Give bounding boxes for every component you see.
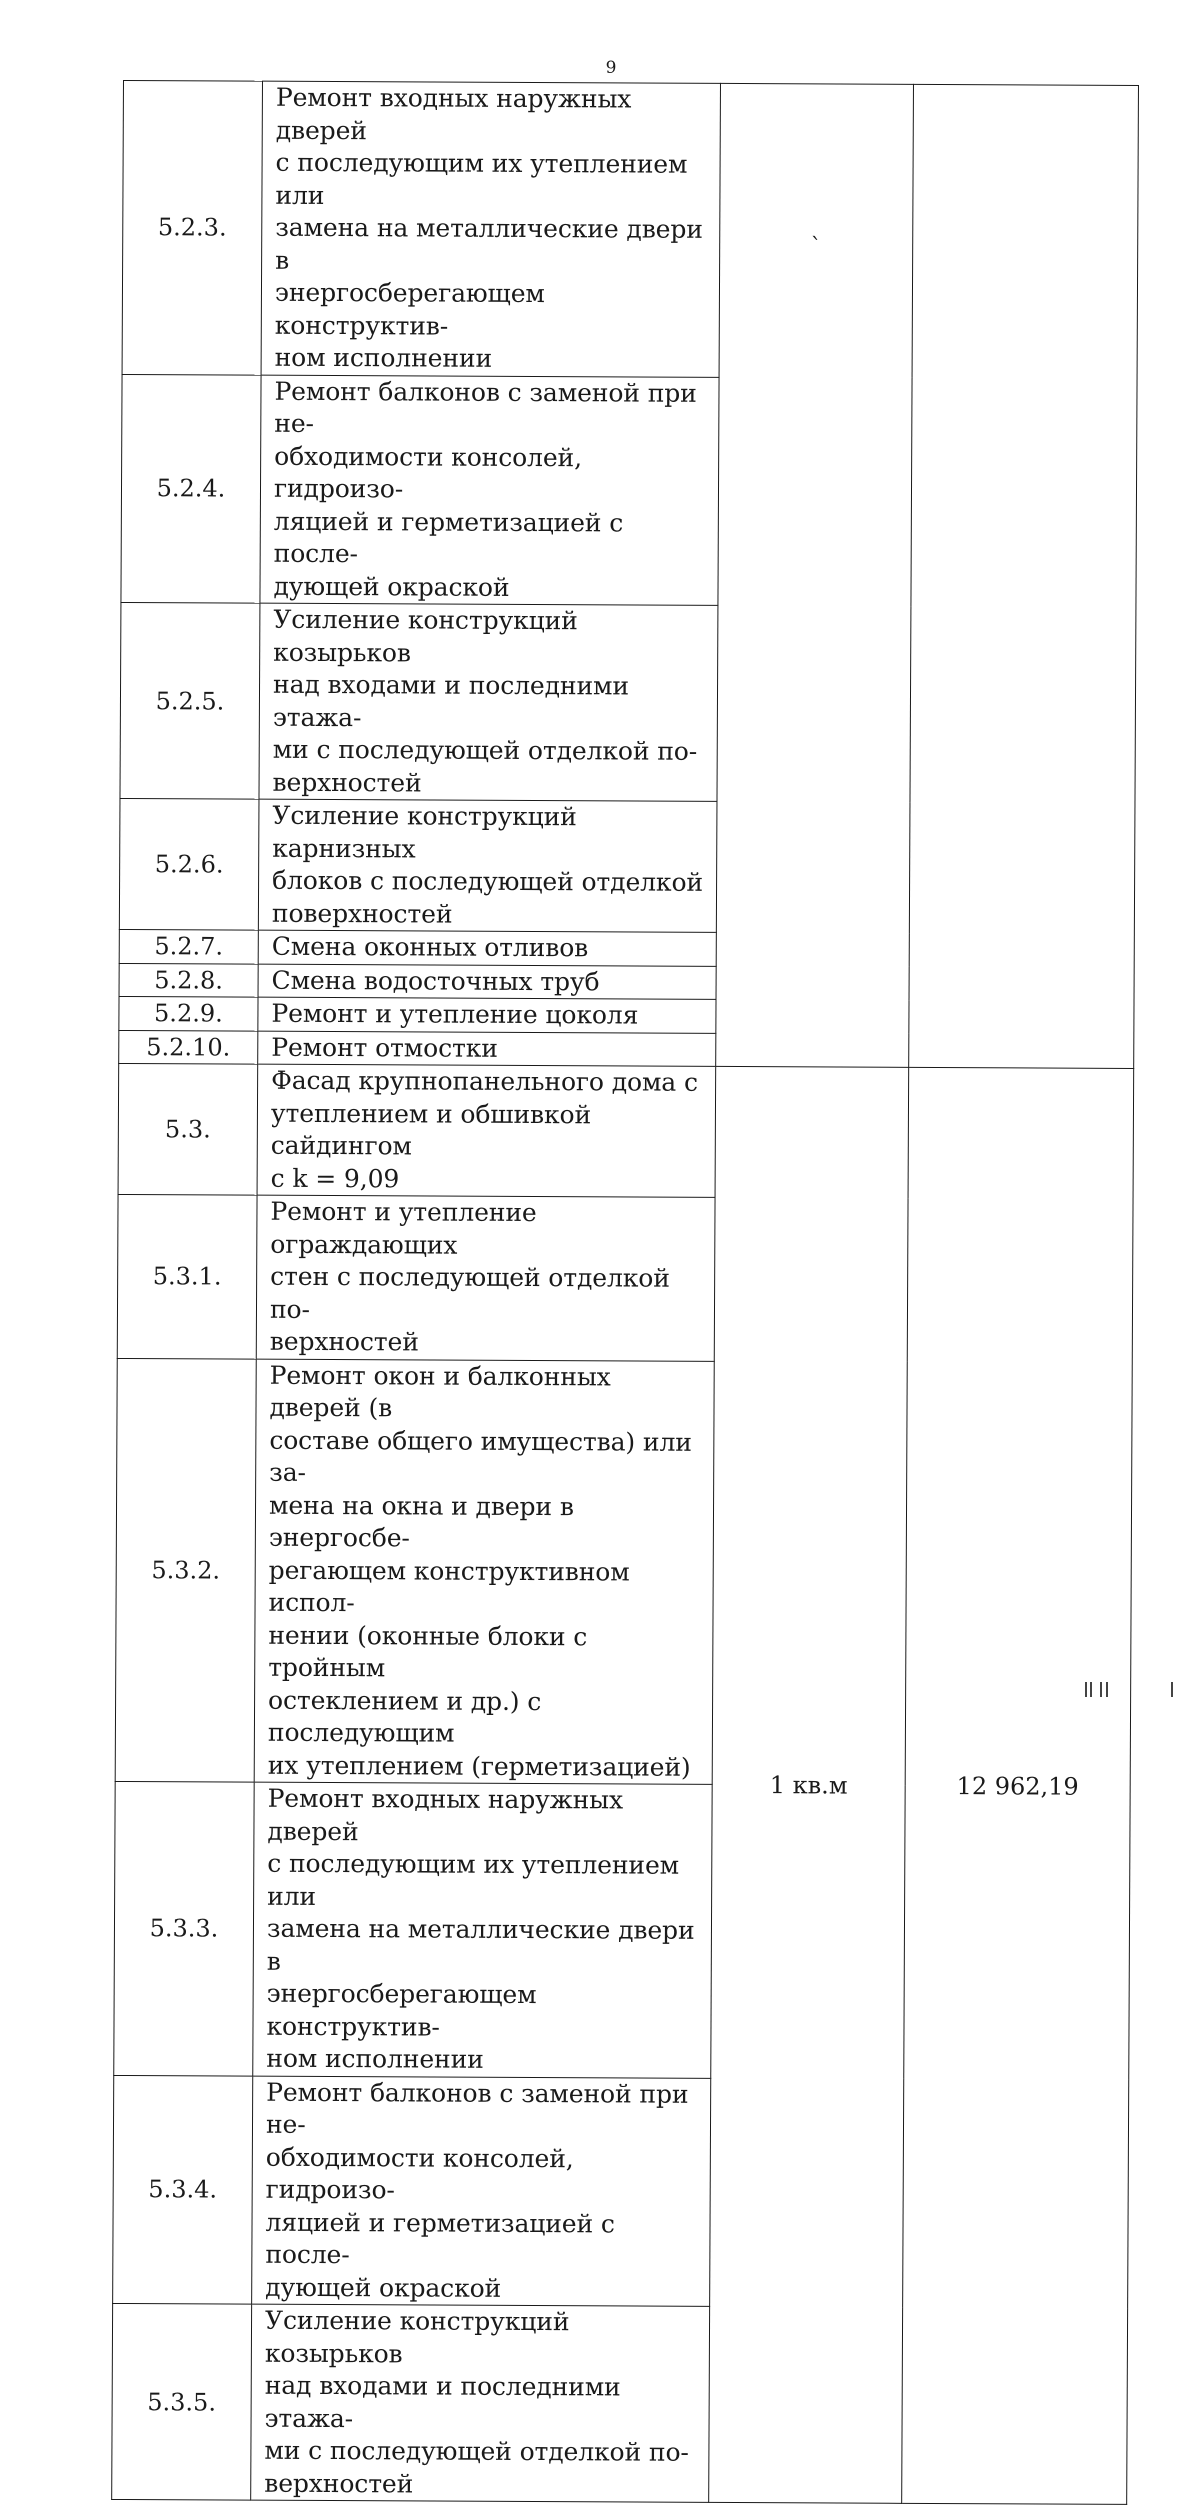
row-number: 5.2.10. (119, 1030, 258, 1064)
row-number: 5.2.6. (119, 798, 259, 930)
row-number: 5.2.3. (122, 81, 262, 375)
scan-mark (1085, 1682, 1087, 1697)
scan-mark (1090, 1682, 1092, 1697)
row-description: Усиление конструкций карнизных блоков с последующей отделкой поверхностей (258, 799, 717, 932)
row-number: 5.2.8. (119, 963, 258, 997)
scan-mark (1106, 1682, 1108, 1697)
row-number: 5.3.1. (117, 1194, 257, 1358)
row-number: 5.3. (118, 1063, 258, 1195)
row-description: Ремонт балконов с заменой при не- обходимости консолей, гидроизо- ляцией и герметизацией с после- дующей окраской (252, 2076, 711, 2307)
row-number: 5.3.3. (114, 1781, 254, 2075)
row-description: Фасад крупнопанельного дома с утеплением и обшивкой сайдингом с k = 9,09 (257, 1064, 716, 1197)
row-number: 5.3.4. (113, 2075, 253, 2304)
unit-cell-5-3: 1 кв.м (709, 1066, 909, 2503)
row-description: Ремонт и утепление ограждающих стен с последующей отделкой по- верхностей (256, 1195, 715, 1361)
row-description: Усиление конструкций козырьков над входами и последними этажа- ми с последующей отделкой по- верхностей (251, 2304, 710, 2502)
scan-mark-text: ` (810, 234, 822, 260)
table-row (122, 81, 1138, 379)
row-description: Смена оконных отливов (258, 930, 716, 966)
table-row (118, 1063, 1134, 1199)
row-number: 5.3.2. (115, 1358, 256, 1782)
scan-mark (1171, 1682, 1173, 1697)
unit-cell-5-2 (716, 83, 914, 1067)
row-description: Ремонт балконов с заменой при не- обходимости консолей, гидроизо- ляцией и герметизацией с после- дующей окраской (260, 375, 719, 606)
cost-table (111, 80, 1139, 2505)
row-number: 5.2.5. (120, 602, 260, 799)
row-description: Смена водосточных труб (258, 964, 716, 1000)
cost-cell-5-2 (909, 84, 1139, 1068)
row-description: Ремонт окон и балконных дверей (в составе общего имущества) или за- мена на окна и двери в энергосбе- регающем конструктивном испол- нении (оконные блоки с тройным остеклением и др.) с последующим их утеплением (герметизацией) (254, 1359, 714, 1785)
scan-mark (1100, 1682, 1102, 1697)
page-number: 9 (605, 58, 617, 78)
row-number: 5.2.7. (119, 929, 258, 963)
row-description: Ремонт и утепление цоколя (258, 997, 716, 1033)
row-number: 5.2.4. (121, 374, 261, 603)
cost-cell-5-3: 12 962,19 (902, 1067, 1134, 2504)
row-description: Усиление конструкций козырьков над входами и последними этажа- ми с последующей отделкой по- верхностей (259, 603, 718, 801)
row-description: Ремонт отмостки (258, 1031, 716, 1067)
row-number: 5.3.5. (112, 2303, 252, 2500)
row-description: Ремонт входных наружных дверей с последующим их утеплением или замена на металлические двери в энергосберегающем конструктив- ном исполнении (253, 1782, 712, 2078)
row-description: Ремонт входных наружных дверей с последующим их утеплением или замена на металлические двери в энергосберегающем конструктив- ном исполнении (261, 81, 720, 377)
row-number: 5.2.9. (119, 996, 258, 1030)
